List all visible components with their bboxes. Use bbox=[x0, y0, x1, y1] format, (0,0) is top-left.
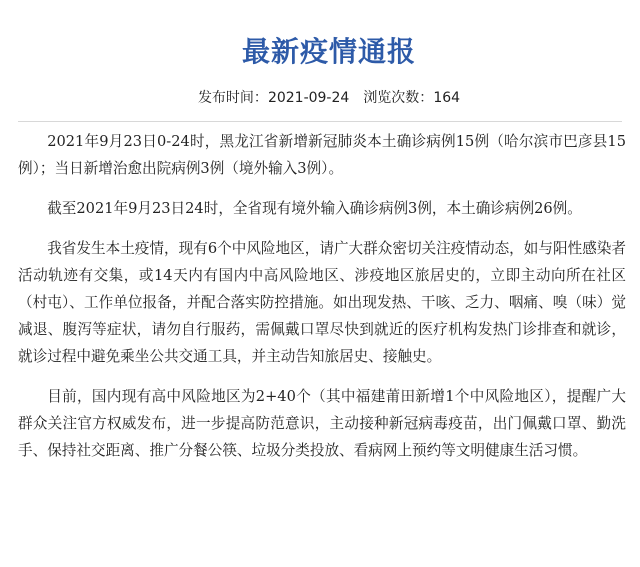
view-count-label: 浏览次数： bbox=[363, 90, 434, 106]
view-count-value: 164 bbox=[433, 90, 461, 106]
article-body bbox=[18, 128, 626, 477]
paragraph-national-advice: 目前，国内现有高中风险地区为2+40个（其中福建莆田新增1个中风险地区），提醒广大群众关注官方权威发布，进一步提高防范意识，主动接种新冠病毒疫苗，出门佩戴口罩、勤洗手、保持社交距离、推广分餐公筷、垃圾分类投放、看病网上预约等文明健康生活习惯。 bbox=[18, 388, 626, 459]
paragraph-current-totals: 截至2021年9月23日24时，全省现有境外输入确诊病例3例，本土确诊病例26例。 bbox=[47, 200, 582, 217]
publish-time-value: 2021-09-24 bbox=[267, 90, 350, 106]
paragraph-new-cases: 2021年9月23日0-24时，黑龙江省新增新冠肺炎本土确诊病例15例（哈尔滨市巴彦县15例）；当日新增治愈出院病例3例（境外输入3例）。 bbox=[18, 133, 626, 177]
paragraph-local-advice: 我省发生本土疫情，现有6个中风险地区，请广大群众密切关注疫情动态，如与阳性感染者活动轨迹有交集，或14天内有国内中高风险地区、涉疫地区旅居史的，立即主动向所在社区（村屯）、工作单位报备，并配合落实防控措施。如出现发热、干咳、乏力、咽痛、嗅（味）觉减退、腹泻等症状，请勿自行服药，需佩戴口罩尽快到就近的医疗机构发热门诊排查和就诊，就诊过程中避免乘坐公共交通工具，并主动告知旅居史、接触史。 bbox=[18, 240, 626, 365]
header-divider bbox=[18, 121, 622, 122]
article-meta bbox=[40, 88, 618, 108]
publish-time-label: 发布时间： bbox=[197, 90, 268, 106]
article-title: 最新疫情通报 bbox=[241, 35, 416, 68]
